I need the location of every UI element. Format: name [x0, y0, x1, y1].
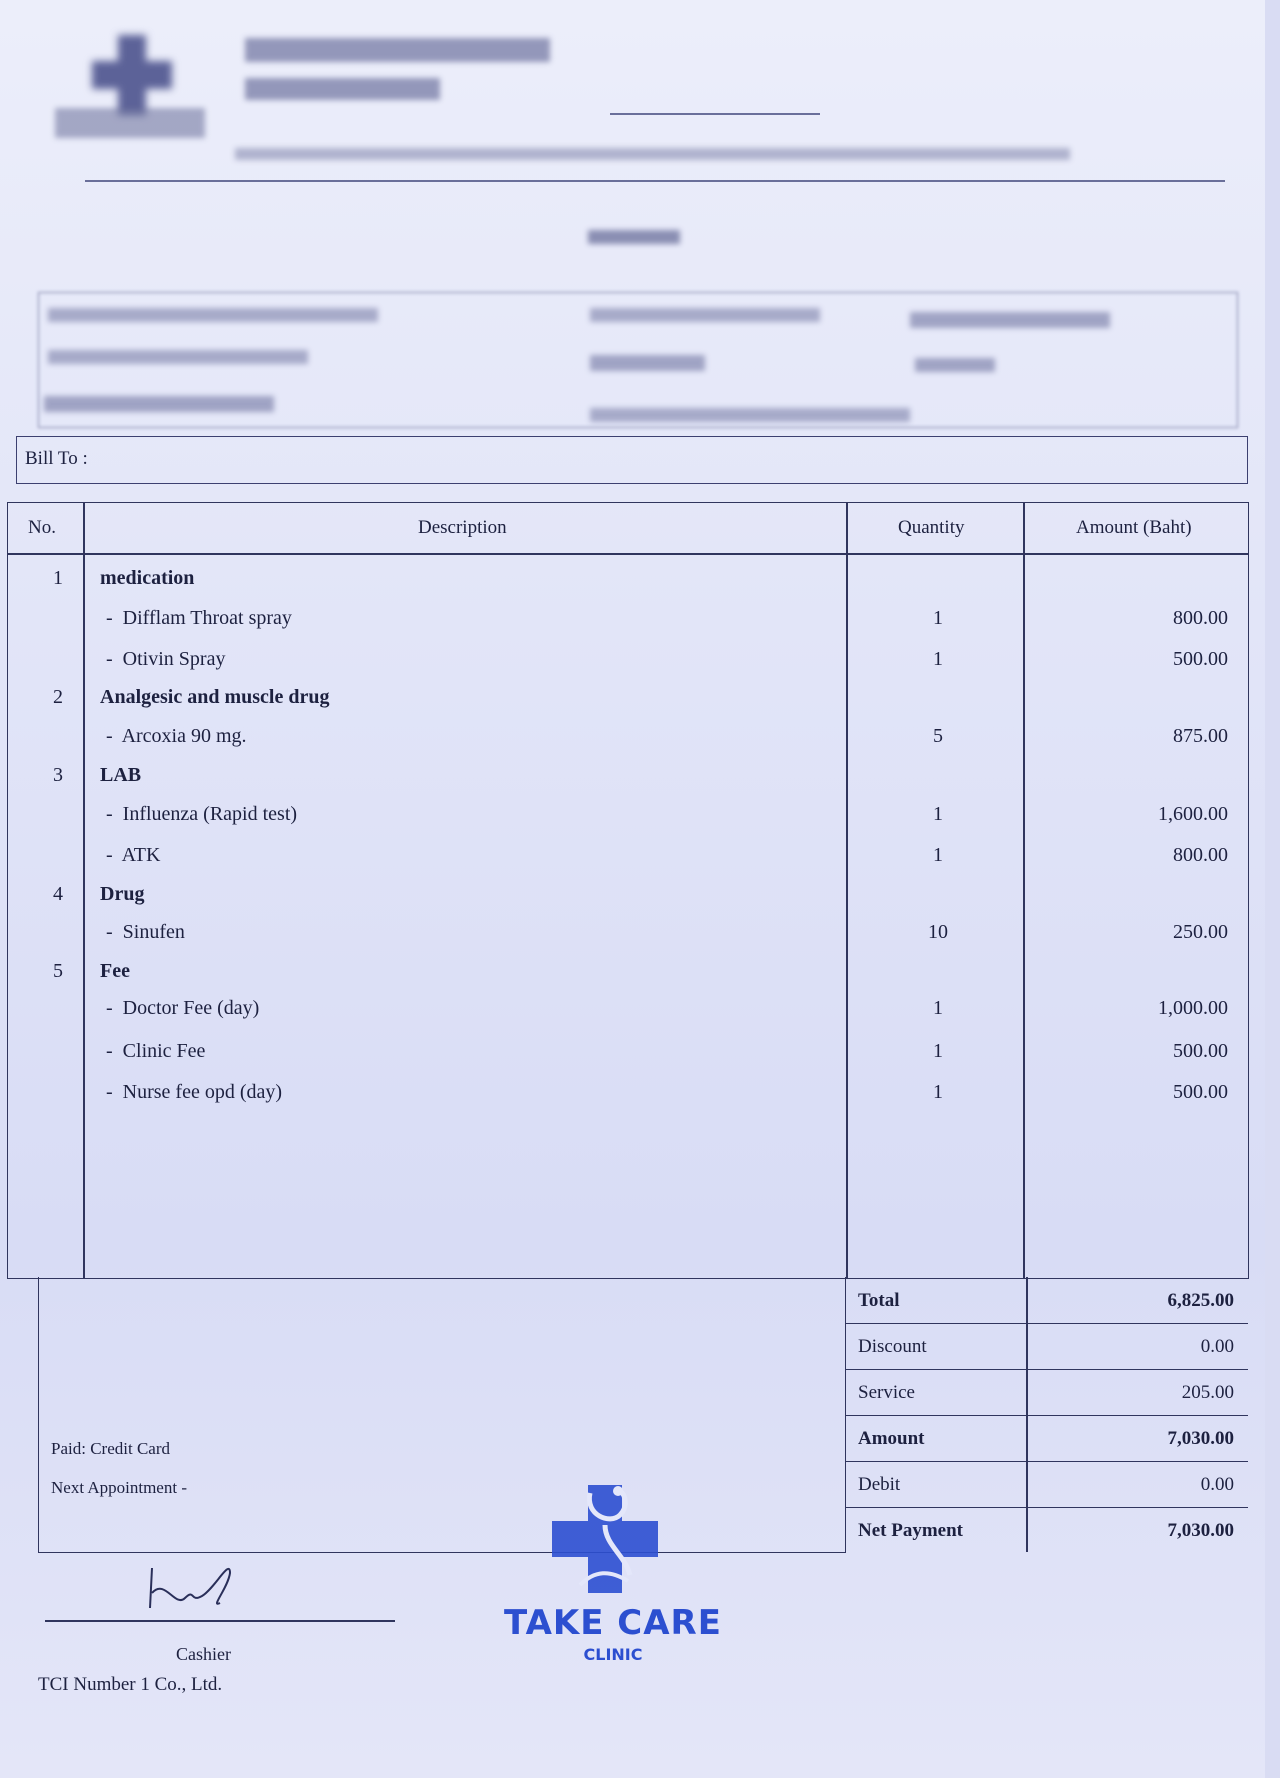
row-quantity: 1: [933, 607, 943, 629]
row-number: 2: [53, 686, 63, 708]
blurred-patient-field-1: [48, 308, 378, 322]
blurred-patient-field-5: [590, 355, 705, 371]
header-rule-short: [610, 113, 820, 115]
table-row: [8, 803, 1248, 841]
totals-label: Total: [858, 1290, 900, 1311]
bullet-dash: -: [106, 921, 123, 943]
company-name: TCI Number 1 Co., Ltd.: [38, 1674, 223, 1695]
blurred-patient-field-8: [590, 408, 910, 422]
table-row: [8, 725, 1248, 763]
row-description: [106, 607, 292, 630]
totals-label: Discount: [858, 1336, 927, 1357]
bullet-dash: -: [106, 803, 123, 825]
blurred-doc-title: [588, 230, 680, 244]
row-description-text: Otivin Spray: [122, 648, 226, 670]
table-header-rule: [8, 553, 1248, 555]
bullet-dash: -: [106, 1081, 123, 1103]
blurred-clinic-name: [245, 38, 550, 62]
blurred-patient-field-7: [44, 396, 274, 412]
totals-label: Amount: [858, 1428, 925, 1449]
row-amount: 250.00: [1173, 921, 1228, 943]
table-row: [8, 1081, 1248, 1119]
row-group-text: LAB: [100, 764, 142, 786]
row-description-text: Doctor Fee (day): [122, 997, 260, 1019]
cashier-signature: [140, 1548, 260, 1618]
row-amount: 500.00: [1173, 648, 1228, 670]
row-quantity: 10: [928, 921, 948, 943]
row-number: 1: [53, 567, 63, 589]
row-amount: 500.00: [1173, 1040, 1228, 1062]
row-quantity: 1: [933, 1040, 943, 1062]
totals-row: [846, 1507, 1248, 1553]
clinic-stamp: [498, 1485, 728, 1665]
row-quantity: 1: [933, 844, 943, 866]
row-amount: 800.00: [1173, 844, 1228, 866]
blurred-logo-text: [55, 108, 205, 138]
row-description-text: Arcoxia 90 mg.: [121, 725, 247, 747]
table-group-row: [8, 567, 1248, 605]
table-group-row: [8, 960, 1248, 998]
totals-value: 0.00: [1200, 1336, 1234, 1357]
row-description-text: Influenza (Rapid test): [122, 803, 298, 825]
header-no: No.: [28, 517, 56, 538]
header-rule: [85, 180, 1225, 182]
table-group-row: [8, 686, 1248, 724]
row-group-title: [100, 883, 144, 906]
row-group-text: Fee: [100, 960, 130, 982]
stamp-cross-icon: [550, 1485, 660, 1593]
totals-label: Debit: [858, 1474, 901, 1495]
bullet-dash: -: [106, 725, 122, 747]
bill-to-label: Bill To :: [25, 448, 88, 469]
totals-table: [845, 1277, 1248, 1552]
totals-value: 0.00: [1200, 1474, 1234, 1495]
row-group-text: Drug: [100, 883, 145, 905]
totals-label: Net Payment: [858, 1520, 963, 1541]
row-number: 4: [53, 883, 63, 905]
totals-row: [846, 1369, 1248, 1416]
row-description-text: Nurse fee opd (day): [122, 1081, 283, 1103]
table-row: [8, 844, 1248, 882]
bullet-dash: -: [106, 648, 123, 670]
row-description: [106, 803, 297, 826]
row-description: [106, 921, 185, 944]
blurred-clinic-subname: [245, 78, 440, 100]
stamp-line-2: CLINIC: [583, 1645, 643, 1664]
totals-value: 205.00: [1181, 1382, 1234, 1403]
totals-row: [846, 1415, 1248, 1462]
stamp-line-1: TAKE CARE: [504, 1603, 722, 1643]
blurred-patient-field-4: [48, 350, 308, 364]
row-amount: 1,600.00: [1158, 803, 1228, 825]
row-group-text: Analgesic and muscle drug: [100, 686, 330, 708]
totals-row: [846, 1277, 1248, 1324]
row-description: [106, 844, 160, 867]
bill-to-box: [16, 436, 1248, 484]
header-amount: Amount (Baht): [1076, 517, 1192, 538]
bullet-dash: -: [106, 1040, 123, 1062]
blurred-patient-field-3: [910, 312, 1110, 328]
row-amount: 500.00: [1173, 1081, 1228, 1103]
row-group-text: medication: [100, 567, 195, 589]
row-description: [106, 648, 225, 671]
signature-line: [45, 1620, 395, 1622]
row-group-title: [100, 960, 130, 983]
row-description: [106, 725, 247, 748]
totals-value: 7,030.00: [1167, 1428, 1234, 1449]
row-amount: 875.00: [1173, 725, 1228, 747]
row-description-text: Difflam Throat spray: [122, 607, 292, 629]
bullet-dash: -: [106, 844, 122, 866]
items-table: [7, 502, 1249, 1279]
paid-method: Paid: Credit Card: [51, 1439, 170, 1458]
header-quantity: Quantity: [898, 517, 965, 538]
blurred-patient-field-6: [915, 358, 995, 372]
next-appointment: Next Appointment -: [51, 1478, 187, 1497]
table-row: [8, 997, 1248, 1035]
totals-value: 7,030.00: [1167, 1520, 1234, 1541]
row-description: [106, 1081, 282, 1104]
row-group-title: [100, 686, 329, 709]
bullet-dash: -: [106, 607, 123, 629]
row-description: [106, 1040, 205, 1063]
bullet-dash: -: [106, 997, 123, 1019]
table-group-row: [8, 764, 1248, 802]
totals-label: Service: [858, 1382, 915, 1403]
row-group-title: [100, 764, 141, 787]
totals-value: 6,825.00: [1167, 1290, 1234, 1311]
row-amount: 800.00: [1173, 607, 1228, 629]
row-description: [106, 997, 259, 1020]
row-group-title: [100, 567, 194, 590]
table-group-row: [8, 883, 1248, 921]
row-description-text: Clinic Fee: [122, 1040, 206, 1062]
row-description-text: ATK: [121, 844, 161, 866]
row-quantity: 1: [933, 1081, 943, 1103]
table-row: [8, 648, 1248, 686]
totals-row: [846, 1461, 1248, 1508]
header-description: Description: [418, 517, 507, 538]
row-quantity: 1: [933, 648, 943, 670]
blurred-address: [235, 148, 1070, 160]
row-description-text: Sinufen: [122, 921, 185, 943]
row-quantity: 1: [933, 997, 943, 1019]
table-row: [8, 607, 1248, 645]
row-amount: 1,000.00: [1158, 997, 1228, 1019]
row-quantity: 1: [933, 803, 943, 825]
clinic-logo: [92, 35, 172, 115]
table-row: [8, 921, 1248, 959]
totals-row: [846, 1323, 1248, 1370]
table-row: [8, 1040, 1248, 1078]
row-number: 5: [53, 960, 63, 982]
cashier-label: Cashier: [176, 1644, 231, 1664]
row-number: 3: [53, 764, 63, 786]
blurred-patient-field-2: [590, 308, 820, 322]
row-quantity: 5: [933, 725, 943, 747]
